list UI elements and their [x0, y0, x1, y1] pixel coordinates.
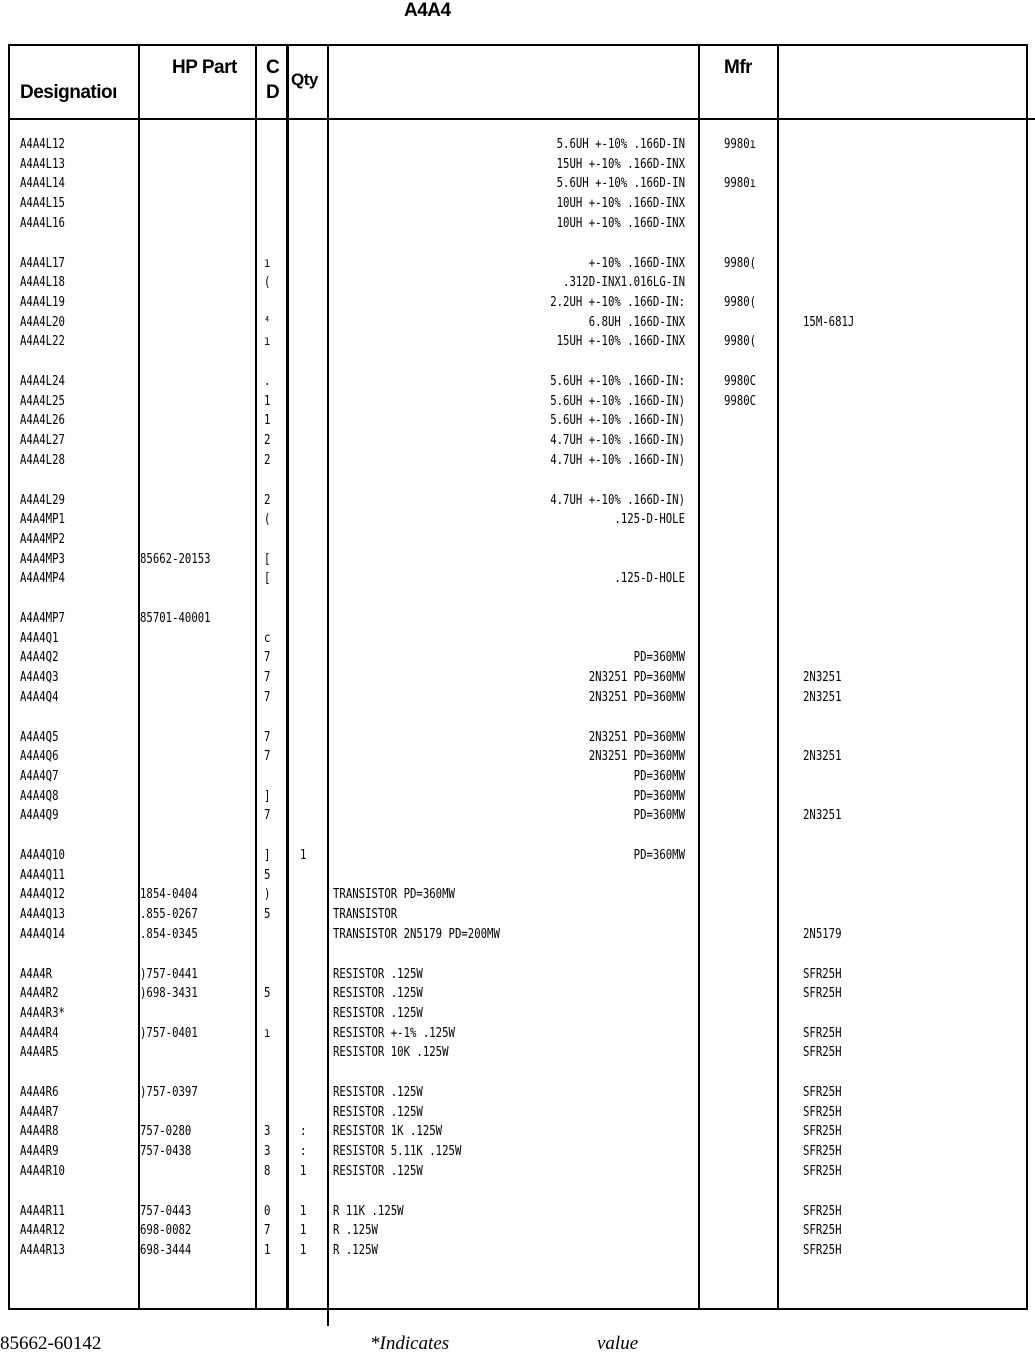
- footer-note-indicates: *Indicates: [370, 1333, 450, 1354]
- row-designation: A4A4R10: [20, 1165, 65, 1179]
- col-divider-qty: [327, 44, 329, 1326]
- header-designation: Designatioı: [20, 82, 117, 103]
- row-cd: 1: [264, 395, 271, 409]
- row-description: 5.6UH +-10% .166D-IN:: [550, 375, 685, 389]
- row-description: RESISTOR .125W: [333, 968, 423, 982]
- row-designation: A4A4Q6: [20, 750, 59, 764]
- row-cd: 7: [264, 750, 271, 764]
- row-cd: 3: [264, 1125, 271, 1139]
- row-mfr-part: 2N3251: [803, 809, 842, 823]
- row-cd: [: [264, 572, 271, 586]
- row-hp-part: 85701-40001: [140, 612, 211, 626]
- row-cd: 2: [264, 454, 271, 468]
- header-cd-bottom: D: [266, 82, 280, 103]
- row-mfr: 9980ı: [724, 138, 757, 152]
- row-qty: 1: [300, 1165, 307, 1179]
- row-designation: A4A4L29: [20, 494, 65, 508]
- row-hp-part: .855-0267: [140, 908, 198, 922]
- row-mfr: 9980(: [724, 257, 757, 271]
- row-cd: 0: [264, 1205, 271, 1219]
- row-description: RESISTOR +-1% .125W: [333, 1027, 455, 1041]
- row-description: 5.6UH +-10% .166D-IN): [550, 395, 685, 409]
- row-cd: 5: [264, 908, 271, 922]
- row-mfr-part: SFR25H: [803, 1027, 842, 1041]
- row-description: 4.7UH +-10% .166D-IN): [550, 434, 685, 448]
- row-cd: (: [264, 276, 271, 290]
- row-description: RESISTOR 1K .125W: [333, 1125, 443, 1139]
- page-title: A4A4: [404, 0, 451, 21]
- row-description: 2N3251 PD=360MW: [588, 731, 685, 745]
- header-hp-part: HP Part: [172, 57, 237, 78]
- row-description: RESISTOR .125W: [333, 1106, 423, 1120]
- row-designation: A4A4R7: [20, 1106, 59, 1120]
- row-qty: 1: [300, 849, 307, 863]
- row-cd: 3: [264, 1145, 271, 1159]
- row-designation: A4A4L18: [20, 276, 65, 290]
- row-designation: A4A4R9: [20, 1145, 59, 1159]
- row-hp-part: 1854-0404: [140, 888, 198, 902]
- row-description: PD=360MW: [633, 770, 685, 784]
- row-mfr-part: SFR25H: [803, 1106, 842, 1120]
- row-designation: A4A4L16: [20, 217, 65, 231]
- row-designation: A4A4Q5: [20, 731, 59, 745]
- row-description: 5.6UH +-10% .166D-IN: [556, 177, 685, 191]
- row-designation: A4A4L24: [20, 375, 65, 389]
- row-mfr: 9980(: [724, 296, 757, 310]
- row-designation: A4A4Q1: [20, 632, 59, 646]
- row-qty: :: [300, 1125, 307, 1139]
- header-mfr: Mfr: [724, 57, 753, 78]
- row-mfr: 9980(: [724, 335, 757, 349]
- row-description: 15UH +-10% .166D-INX: [556, 158, 685, 172]
- row-designation: A4A4Q11: [20, 869, 65, 883]
- row-description: 4.7UH +-10% .166D-IN): [550, 494, 685, 508]
- row-description: 2.2UH +-10% .166D-IN:: [550, 296, 685, 310]
- row-description: RESISTOR .125W: [333, 987, 423, 1001]
- row-cd: 8: [264, 1165, 271, 1179]
- row-designation: A4A4R11: [20, 1205, 65, 1219]
- row-cd: 2: [264, 494, 271, 508]
- row-designation: A4A4L28: [20, 454, 65, 468]
- row-mfr: 9980C: [724, 395, 757, 409]
- row-designation: A4A4Q10: [20, 849, 65, 863]
- row-mfr-part: 15M-681J: [803, 316, 855, 330]
- row-description: PD=360MW: [633, 790, 685, 804]
- row-description: RESISTOR .125W: [333, 1086, 423, 1100]
- row-description: TRANSISTOR 2N5179 PD=200MW: [333, 928, 500, 942]
- row-cd: (: [264, 513, 271, 527]
- row-designation: A4A4Q8: [20, 790, 59, 804]
- row-hp-part: 85662-20153: [140, 553, 211, 567]
- row-description: R .125W: [333, 1244, 378, 1258]
- row-mfr-part: 2N3251: [803, 750, 842, 764]
- row-description: .125-D-HOLE: [614, 513, 685, 527]
- row-description: .125-D-HOLE: [614, 572, 685, 586]
- row-description: RESISTOR 10K .125W: [333, 1046, 449, 1060]
- header-bottom-border: [8, 118, 1035, 120]
- row-description: 10UH +-10% .166D-INX: [556, 217, 685, 231]
- row-description: 5.6UH +-10% .166D-IN): [550, 414, 685, 428]
- row-hp-part: )757-0401: [140, 1027, 198, 1041]
- row-designation: A4A4L14: [20, 177, 65, 191]
- footer-part-number: 85662-60142: [0, 1333, 102, 1354]
- col-divider-description: [698, 44, 700, 1310]
- row-description: TRANSISTOR: [333, 908, 398, 922]
- row-mfr-part: 2N3251: [803, 691, 842, 705]
- row-designation: A4A4Q3: [20, 671, 59, 685]
- row-cd: 5: [264, 987, 271, 1001]
- row-mfr-part: SFR25H: [803, 968, 842, 982]
- row-mfr-part: SFR25H: [803, 1244, 842, 1258]
- row-designation: A4A4L26: [20, 414, 65, 428]
- row-hp-part: 698-3444: [140, 1244, 192, 1258]
- row-description: 15UH +-10% .166D-INX: [556, 335, 685, 349]
- row-cd: 1: [264, 414, 271, 428]
- row-cd: .: [264, 375, 271, 389]
- header-qty: Qty: [291, 70, 318, 89]
- row-hp-part: .854-0345: [140, 928, 198, 942]
- row-mfr-part: SFR25H: [803, 987, 842, 1001]
- col-divider-mfr: [777, 44, 779, 1310]
- row-designation: A4A4Q13: [20, 908, 65, 922]
- row-mfr-part: 2N5179: [803, 928, 842, 942]
- row-description: TRANSISTOR PD=360MW: [333, 888, 455, 902]
- row-description: PD=360MW: [633, 849, 685, 863]
- row-designation: A4A4L20: [20, 316, 65, 330]
- row-description: RESISTOR .125W: [333, 1007, 423, 1021]
- row-designation: A4A4Q7: [20, 770, 59, 784]
- row-cd: 7: [264, 809, 271, 823]
- row-designation: A4A4MP4: [20, 572, 65, 586]
- row-cd: ı: [264, 335, 271, 349]
- row-mfr-part: SFR25H: [803, 1086, 842, 1100]
- row-designation: A4A4MP1: [20, 513, 65, 527]
- row-designation: A4A4L13: [20, 158, 65, 172]
- row-cd: 5: [264, 869, 271, 883]
- row-designation: A4A4L12: [20, 138, 65, 152]
- row-mfr-part: 2N3251: [803, 671, 842, 685]
- header-cd-top: C: [266, 57, 280, 78]
- row-designation: A4A4MP2: [20, 533, 65, 547]
- row-hp-part: 757-0438: [140, 1145, 192, 1159]
- row-designation: A4A4L15: [20, 197, 65, 211]
- row-designation: A4A4R2: [20, 987, 59, 1001]
- row-description: 10UH +-10% .166D-INX: [556, 197, 685, 211]
- row-designation: A4A4R13: [20, 1244, 65, 1258]
- row-cd: 1: [264, 1244, 271, 1258]
- row-designation: A4A4Q9: [20, 809, 59, 823]
- row-mfr-part: SFR25H: [803, 1205, 842, 1219]
- row-description: 2N3251 PD=360MW: [588, 691, 685, 705]
- row-cd: 7: [264, 671, 271, 685]
- row-cd: 7: [264, 691, 271, 705]
- footer-note-value: value: [597, 1333, 639, 1354]
- row-cd: ⁴: [264, 316, 271, 330]
- row-designation: A4A4R6: [20, 1086, 59, 1100]
- row-description: .312D-INX1.016LG-IN: [563, 276, 685, 290]
- row-qty: 1: [300, 1224, 307, 1238]
- row-mfr-part: SFR25H: [803, 1145, 842, 1159]
- row-designation: A4A4Q14: [20, 928, 65, 942]
- row-designation: A4A4Q2: [20, 651, 59, 665]
- row-cd: 7: [264, 1224, 271, 1238]
- row-qty: :: [300, 1145, 307, 1159]
- row-hp-part: )698-3431: [140, 987, 198, 1001]
- row-mfr-part: SFR25H: [803, 1046, 842, 1060]
- row-hp-part: 757-0280: [140, 1125, 192, 1139]
- col-divider-left: [8, 44, 10, 1310]
- row-mfr: 9980ı: [724, 177, 757, 191]
- row-description: R 11K .125W: [333, 1205, 404, 1219]
- row-designation: A4A4R4: [20, 1027, 59, 1041]
- row-cd: ı: [264, 1027, 271, 1041]
- row-description: 5.6UH +-10% .166D-IN: [556, 138, 685, 152]
- row-cd: ]: [264, 790, 271, 804]
- row-designation: A4A4L17: [20, 257, 65, 271]
- row-description: 2N3251 PD=360MW: [588, 750, 685, 764]
- row-cd: [: [264, 553, 271, 567]
- row-designation: A4A4Q4: [20, 691, 59, 705]
- table-top-border: [8, 44, 1028, 46]
- row-designation: A4A4MP7: [20, 612, 65, 626]
- row-mfr-part: SFR25H: [803, 1224, 842, 1238]
- row-cd: 7: [264, 651, 271, 665]
- col-divider-right: [1026, 44, 1028, 1310]
- row-designation: A4A4L19: [20, 296, 65, 310]
- row-mfr: 9980C: [724, 375, 757, 389]
- row-hp-part: 698-0082: [140, 1224, 192, 1238]
- row-designation: A4A4R5: [20, 1046, 59, 1060]
- row-description: PD=360MW: [633, 809, 685, 823]
- row-hp-part: )757-0397: [140, 1086, 198, 1100]
- row-cd: ı: [264, 257, 271, 271]
- row-designation: A4A4R3*: [20, 1007, 65, 1021]
- row-description: 2N3251 PD=360MW: [588, 671, 685, 685]
- row-designation: A4A4R8: [20, 1125, 59, 1139]
- row-description: RESISTOR 5.11K .125W: [333, 1145, 462, 1159]
- row-description: 6.8UH .166D-INX: [588, 316, 685, 330]
- row-designation: A4A4R: [20, 968, 53, 982]
- row-designation: A4A4L25: [20, 395, 65, 409]
- row-description: R .125W: [333, 1224, 378, 1238]
- col-divider-cd: [286, 44, 289, 1310]
- row-cd: c: [264, 632, 271, 646]
- row-mfr-part: SFR25H: [803, 1125, 842, 1139]
- row-cd: ]: [264, 849, 271, 863]
- row-cd: 2: [264, 434, 271, 448]
- row-designation: A4A4L27: [20, 434, 65, 448]
- row-description: PD=360MW: [633, 651, 685, 665]
- row-designation: A4A4R12: [20, 1224, 65, 1238]
- row-qty: 1: [300, 1205, 307, 1219]
- row-description: +-10% .166D-INX: [588, 257, 685, 271]
- row-cd: ): [264, 888, 271, 902]
- row-description: RESISTOR .125W: [333, 1165, 423, 1179]
- row-description: 4.7UH +-10% .166D-IN): [550, 454, 685, 468]
- row-hp-part: 757-0443: [140, 1205, 192, 1219]
- row-mfr-part: SFR25H: [803, 1165, 842, 1179]
- row-cd: 7: [264, 731, 271, 745]
- row-qty: 1: [300, 1244, 307, 1258]
- row-designation: A4A4Q12: [20, 888, 65, 902]
- row-hp-part: )757-0441: [140, 968, 198, 982]
- row-designation: A4A4L22: [20, 335, 65, 349]
- table-bottom-border: [8, 1308, 1028, 1310]
- row-designation: A4A4MP3: [20, 553, 65, 567]
- col-divider-hp-part: [255, 44, 257, 1310]
- col-divider-designation: [138, 44, 140, 1310]
